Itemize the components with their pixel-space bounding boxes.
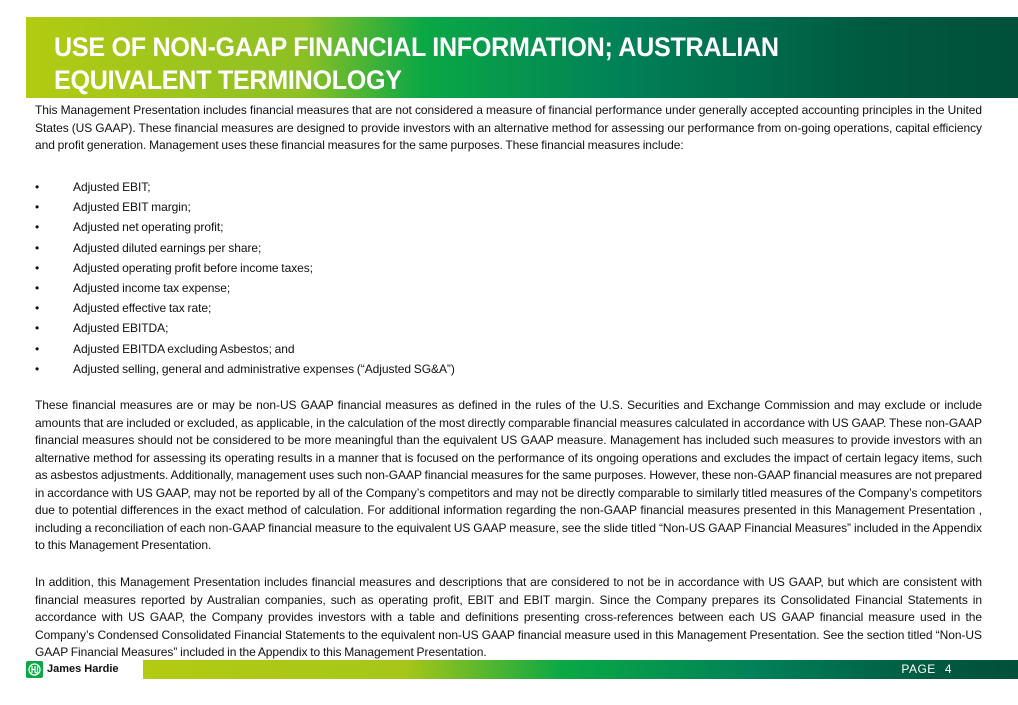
bullet-icon: • bbox=[35, 240, 40, 255]
page-label: PAGE bbox=[901, 662, 936, 676]
list-item-text: Adjusted EBIT; bbox=[73, 180, 151, 194]
page-number: 4 bbox=[944, 662, 952, 676]
title-banner bbox=[26, 17, 1018, 98]
title-line-2: EQUIVALENT TERMINOLOGY bbox=[54, 65, 402, 95]
list-item bbox=[35, 339, 982, 359]
page-title bbox=[54, 31, 984, 97]
list-item-text: Adjusted selling, general and administrative expenses (“Adjusted SG&A”) bbox=[73, 361, 455, 376]
list-item-text: Adjusted income tax expense; bbox=[73, 280, 231, 295]
list-item bbox=[35, 359, 982, 379]
list-item-text: Adjusted operating profit before income taxes; bbox=[73, 260, 314, 275]
list-item bbox=[35, 318, 982, 338]
logo-text: James Hardie bbox=[47, 663, 119, 675]
footer-band bbox=[143, 660, 1018, 679]
list-item bbox=[35, 278, 982, 298]
bullet-icon: • bbox=[35, 280, 40, 295]
logo-mark-icon bbox=[26, 661, 43, 678]
list-item-text: Adjusted effective tax rate; bbox=[73, 301, 212, 316]
paragraph-2: These financial measures are or may be non-US GAAP financial measures as defined in the rules of the U.S. Securities and Exchange Commission and may exclude or include amounts that are included or excluded, as applicable, in the calculation of the most directly comparable financial measures calculated in accordance with US GAAP. These non-GAAP financial measures should not be considered to be more meaningful than the equivalent US GAAP measure. Management has included such measures to provide investors with an alternative method for assessing its operating results in a manner that is focused on the performance of its ongoing operations and excludes the impact of certain legacy items, such as asbestos adjustments. Additionally, management uses such non-GAAP financial measures for the same purposes. However, these non-GAAP financial measures are not prepared in accordance with US GAAP, may not be reported by all of the Company’s competitors and may not be directly comparable to similarly titled measures of the Company’s competitors due to potential differences in the exact method of calculation. For additional information regarding the non-GAAP financial measures presented in this Management Presentation , including a reconciliation of each non-GAAP financial measure to the equivalent US GAAP measure, see the slide titled “Non-US GAAP Financial Measures” included in the Appendix to this Management Presentation. bbox=[35, 398, 982, 552]
paragraph-3: In addition, this Management Presentation includes financial measures and descriptions that are considered to not be in accordance with US GAAP, but which are consistent with financial measures reported by Australian companies, such as operating profit, EBIT and EBIT margin. Since the Company prepares its Consolidated Financial Statements in accordance with US GAAP, the Company provides investors with a table and definitions presenting cross-references between each US GAAP financial measure used in the Company’s Condensed Consolidated Financial Statements to the equivalent non-US GAAP financial measure used in this Management Presentation. See the section titled “Non-US GAAP Financial Measures” included in the Appendix to this Management Presentation. bbox=[35, 575, 982, 659]
bullet-icon: • bbox=[35, 200, 40, 215]
list-item-text: Adjusted net operating profit; bbox=[73, 220, 224, 235]
bullet-icon: • bbox=[35, 301, 40, 316]
list-item-text: Adjusted EBITDA excluding Asbestos; and bbox=[73, 341, 295, 356]
list-item-text: Adjusted EBIT margin; bbox=[73, 200, 191, 215]
intro-paragraph: This Management Presentation includes financial measures that are not considered a measure of financial performance under generally accepted accounting principles in the United States (US GAAP). These financial measures are designed to provide investors with an alternative method for assessing our performance from on-going operations, capital efficiency and profit generation. Management uses these financial measures for the same purposes. These financial measures include: bbox=[35, 103, 982, 152]
list-item bbox=[35, 217, 982, 237]
list-item bbox=[35, 197, 982, 217]
bullet-icon: • bbox=[35, 180, 40, 194]
list-item-text: Adjusted EBITDA; bbox=[73, 321, 169, 336]
bullet-icon: • bbox=[35, 321, 40, 336]
page-indicator bbox=[901, 660, 952, 679]
title-line-1: USE OF NON-GAAP FINANCIAL INFORMATION; AUSTRALIAN bbox=[54, 32, 779, 62]
bullet-icon: • bbox=[35, 341, 40, 356]
list-item bbox=[35, 177, 982, 197]
list-item bbox=[35, 298, 982, 318]
list-item bbox=[35, 258, 982, 278]
list-item-text: Adjusted diluted earnings per share; bbox=[73, 240, 262, 255]
bullet-icon: • bbox=[35, 260, 40, 275]
list-item bbox=[35, 238, 982, 258]
measure-list bbox=[35, 177, 982, 379]
bullet-icon: • bbox=[35, 220, 40, 235]
james-hardie-logo bbox=[26, 660, 119, 678]
bullet-icon: • bbox=[35, 361, 40, 376]
